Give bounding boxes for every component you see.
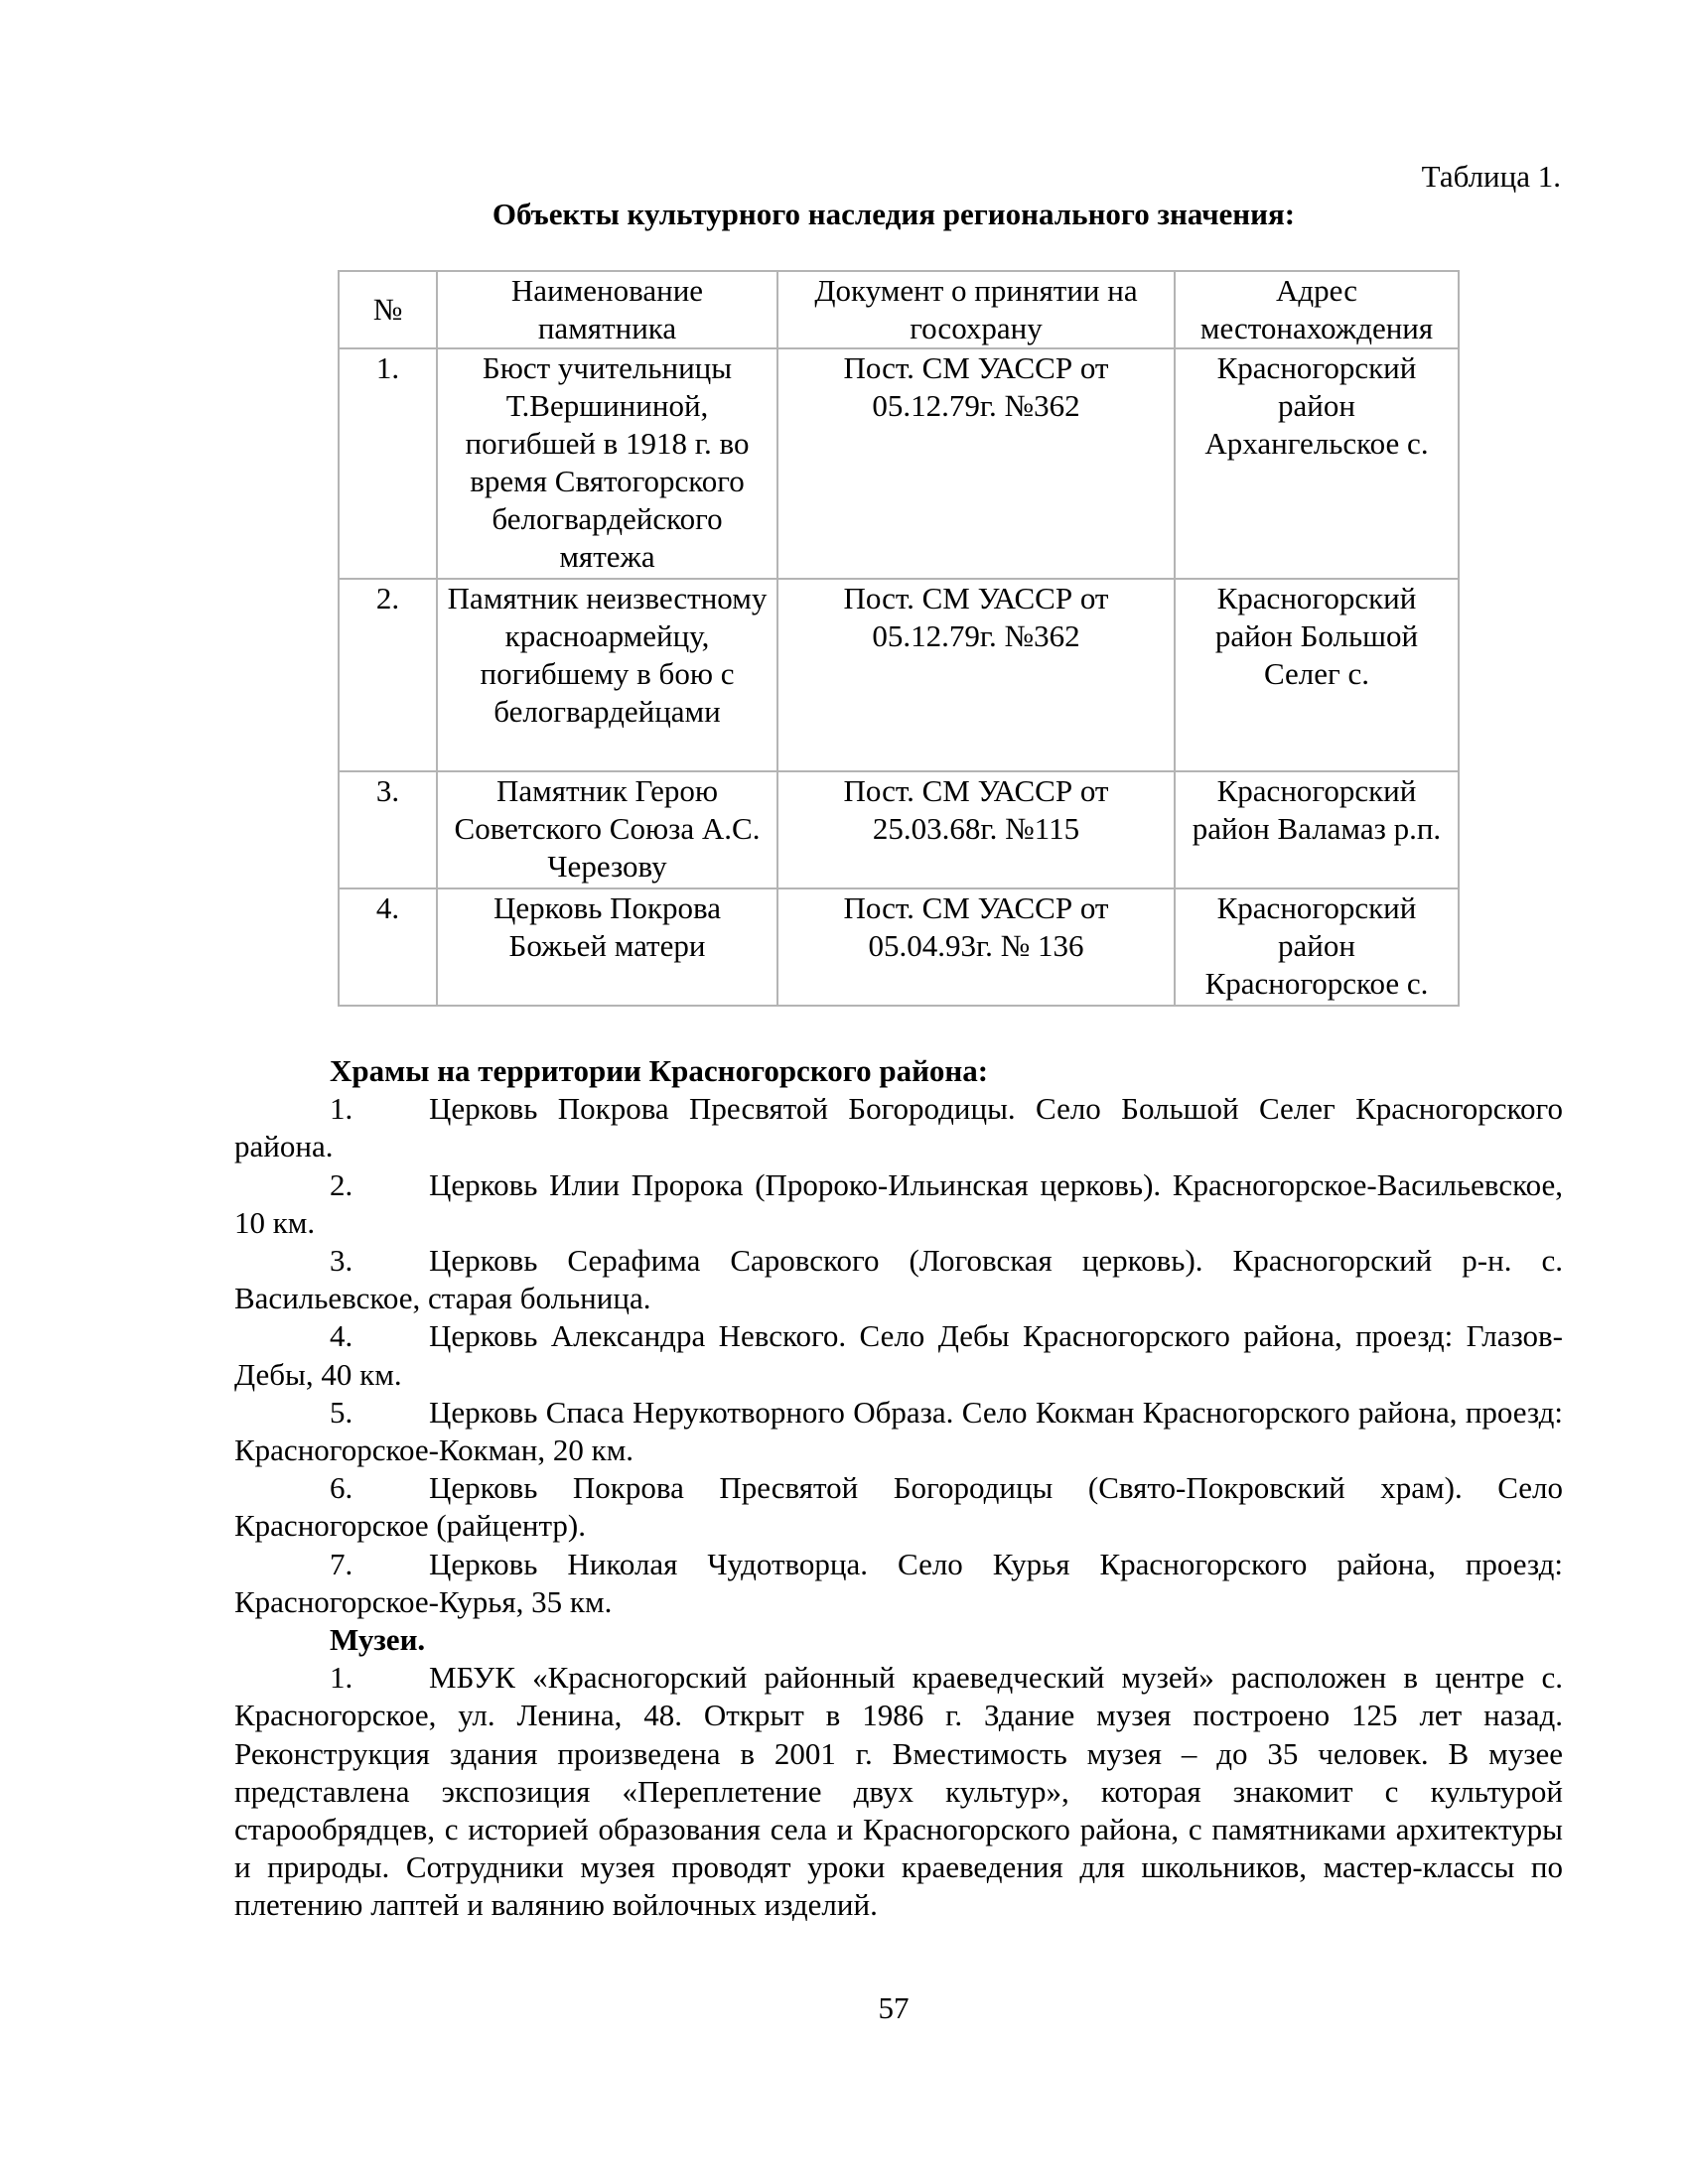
table-label: Таблица 1. <box>1421 159 1561 194</box>
cell-address: Красногорский район Большой Селег с. <box>1175 579 1459 771</box>
list-item <box>234 1242 1563 1317</box>
list-item <box>234 1317 1563 1393</box>
header-document: Документ о принятии на госохрану <box>777 271 1175 348</box>
item-text: Церковь Спаса Нерукотворного Образа. Село Кокман Красногорского района, проезд: Красногорское-Кокман, 20 км. <box>234 1394 1563 1468</box>
item-number: 4. <box>330 1318 353 1354</box>
list-item <box>234 1394 1563 1469</box>
main-text <box>234 1052 1563 1925</box>
item-text: Церковь Александра Невского. Село Дебы Красногорского района, проезд: Глазов-Дебы, 40 км. <box>234 1318 1563 1392</box>
table-header-row <box>339 271 1459 348</box>
cell-num: 3. <box>339 771 437 888</box>
cell-address: Красногорский район Валамаз р.п. <box>1175 771 1459 888</box>
item-number: 2. <box>330 1166 353 1202</box>
header-name: Наименование памятника <box>437 271 777 348</box>
header-address: Адрес местонахождения <box>1175 271 1459 348</box>
list-item <box>234 1090 1563 1165</box>
item-number: 1. <box>330 1091 353 1127</box>
table-row <box>339 579 1459 771</box>
item-number: 1. <box>330 1660 353 1696</box>
item-text: Церковь Николая Чудотворца. Село Курья Красногорского района, проезд: Красногорское-Курья, 35 км. <box>234 1546 1563 1619</box>
item-number: 7. <box>330 1546 353 1581</box>
cell-document: Пост. СМ УАССР от 25.03.68г. №115 <box>777 771 1175 888</box>
museums-heading: Музеи. <box>330 1622 426 1658</box>
list-item <box>234 1166 1563 1242</box>
cell-name: Бюст учительницы Т.Вершининой, погибшей в 1918 г. во время Святогорского белогвардейского мятежа <box>437 348 777 579</box>
cell-num: 4. <box>339 888 437 1006</box>
item-number: 6. <box>330 1470 353 1506</box>
cell-address: Красногорский район Архангельское с. <box>1175 348 1459 579</box>
table-row <box>339 348 1459 579</box>
item-text: Церковь Серафима Саровского (Логовская церковь). Красногорский р-н. с. Васильевское, старая больница. <box>234 1243 1563 1316</box>
page-number: 57 <box>878 1990 910 2025</box>
item-text: Церковь Илии Пророка (Пророко-Ильинская церковь). Красногорское-Васильевское, 10 км. <box>234 1166 1563 1240</box>
header-num: № <box>339 271 437 348</box>
cell-address: Красногорский район Красногорское с. <box>1175 888 1459 1006</box>
table-title: Объекты культурного наследия регионального значения: <box>492 197 1296 231</box>
cell-document: Пост. СМ УАССР от 05.12.79г. №362 <box>777 579 1175 771</box>
table-row <box>339 771 1459 888</box>
cell-document: Пост. СМ УАССР от 05.12.79г. №362 <box>777 348 1175 579</box>
list-item <box>234 1659 1563 1924</box>
cell-name: Церковь Покрова Божьей матери <box>437 888 777 1006</box>
cell-name: Памятник неизвестному красноармейцу, погибшему в бою с белогвардейцами <box>437 579 777 771</box>
list-item <box>234 1546 1563 1621</box>
heritage-table <box>338 270 1460 1007</box>
cell-num: 2. <box>339 579 437 771</box>
table-row <box>339 888 1459 1006</box>
item-number: 5. <box>330 1394 353 1430</box>
cell-num: 1. <box>339 348 437 579</box>
list-item <box>234 1469 1563 1545</box>
cell-document: Пост. СМ УАССР от 05.04.93г. № 136 <box>777 888 1175 1006</box>
cell-name: Памятник Герою Советского Союза А.С. Черезову <box>437 771 777 888</box>
churches-heading: Храмы на территории Красногорского района: <box>330 1053 989 1088</box>
item-text: Церковь Покрова Пресвятой Богородицы (Свято-Покровский храм). Село Красногорское (райцентр). <box>234 1470 1563 1544</box>
item-text: МБУК «Красногорский районный краеведческий музей» расположен в центре с. Красногорское, ул. Ленина, 48. Открыт в 1986 г. Здание музея построено 125 лет назад. Реконструкция здания произведена в 2001 г. Вместимость музея – до 35 человек. В музее представлена экспозиция «Переплетение двух культур», которая знакомит с культурой старообрядцев, с историей образования села и Красногорского района, с памятниками архитектуры и природы. Сотрудники музея проводят уроки краеведения для школьников, мастер-классы по плетению лаптей и валянию войлочных изделий. <box>234 1660 1563 1923</box>
item-number: 3. <box>330 1243 353 1279</box>
item-text: Церковь Покрова Пресвятой Богородицы. Село Большой Селег Красногорского района. <box>234 1091 1563 1164</box>
